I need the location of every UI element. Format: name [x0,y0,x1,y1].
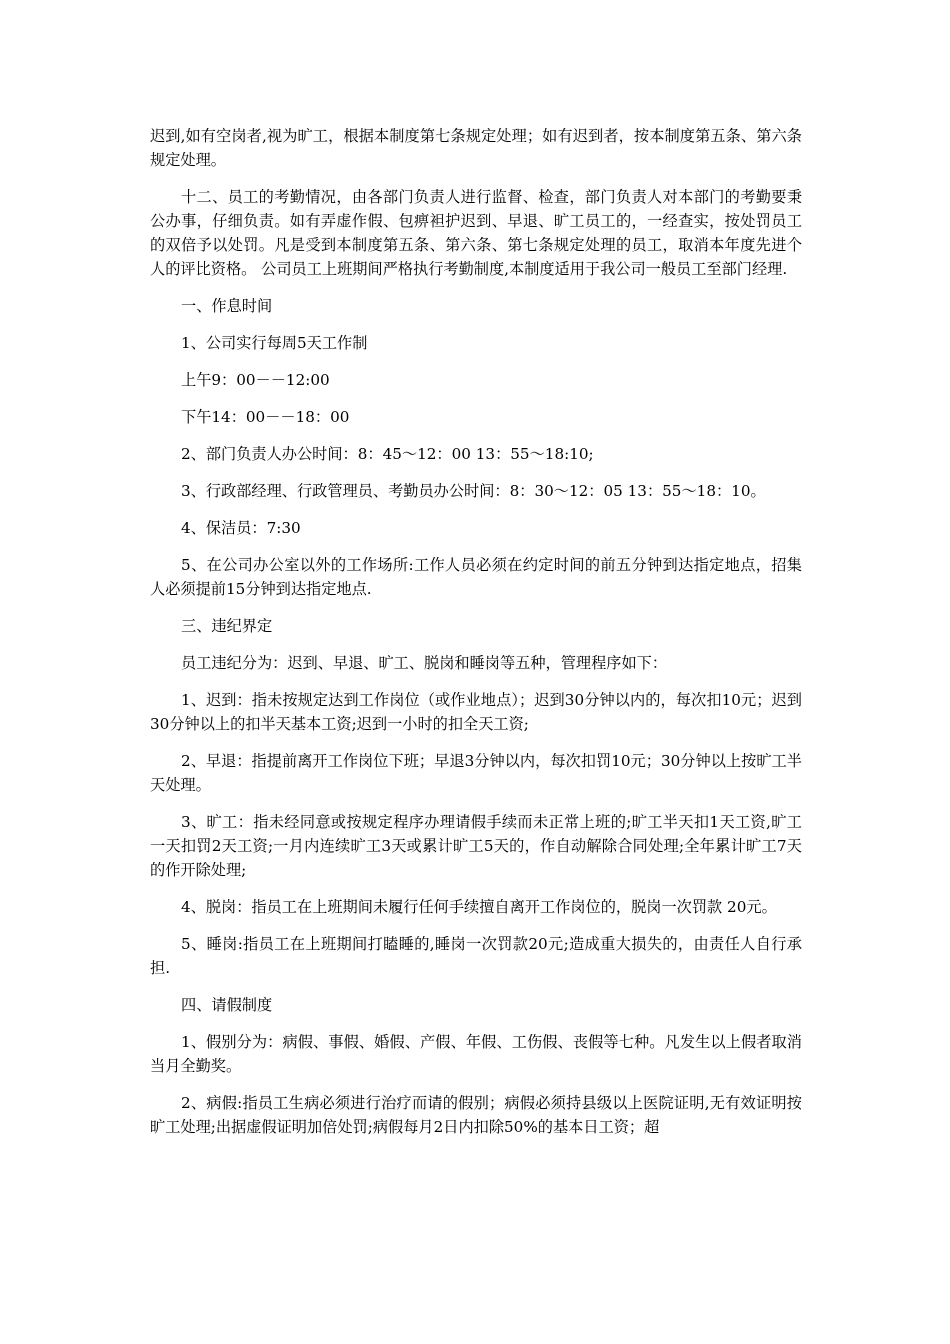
document-body [150,124,802,1152]
paragraph-violation-types: 员工违纪分为：迟到、早退、旷工、脱岗和睡岗等五种，管理程序如下： [181,654,667,672]
paragraph-leave-types: 1、假别分为：病假、事假、婚假、产假、年假、工伤假、丧假等七种。凡发生以上假者取消当月全勤奖。 [150,1033,802,1075]
paragraph-admin-hours: 3、行政部经理、行政管理员、考勤员办公时间：8：30～12：05 13：55～18：10。 [181,482,766,500]
paragraph-leaving-post-rule: 4、脱岗：指员工在上班期间未履行任何手续擅自离开工作岗位的，脱岗一次罚款 20元。 [181,898,777,916]
paragraph-manager-hours: 2、部门负责人办公时间：8：45～12：00 13：55～18:10; [181,445,594,463]
paragraph-absenteeism-rule: 3、旷工：指未经同意或按规定程序办理请假手续而未正常上班的;旷工半天扣1天工资,旷工一天扣罚2天工资;一月内连续旷工3天或累计旷工5天的，作自动解除合同处理;全年累计旷工7天的作开除处理; [150,813,802,879]
paragraph-late-absence: 迟到,如有空岗者,视为旷工，根据本制度第七条规定处理；如有迟到者，按本制度第五条、第六条规定处理。 [150,127,802,169]
paragraph-morning-hours: 上午9：00－－12:00 [181,371,330,389]
paragraph-five-day-week: 1、公司实行每周5天工作制 [181,334,368,352]
paragraph-offsite-work: 5、在公司办公室以外的工作场所:工作人员必须在约定时间的前五分钟到达指定地点，招集人必须提前15分钟到达指定地点. [150,556,802,598]
paragraph-afternoon-hours: 下午14：00－－18：00 [181,408,350,426]
paragraph-late-rule: 1、迟到：指未按规定达到工作岗位（或作业地点）；迟到30分钟以内的，每次扣10元；迟到30分钟以上的扣半天基本工资;迟到一小时的扣全天工资; [150,691,802,733]
heading-work-hours: 一、作息时间 [181,297,273,315]
paragraph-attendance-supervision: 十二、员工的考勤情况，由各部门负责人进行监督、检查，部门负责人对本部门的考勤要秉公办事，仔细负责。如有弄虚作假、包痹袒护迟到、早退、旷工员工的，一经查实，按处罚员工的双倍予以处罚。凡是受到本制度第五条、第六条、第七条规定处理的员工，取消本年度先进个人的评比资格。 公司员工上班期间严格执行考勤制度,本制度适用于我公司一般员工至部门经理. [150,188,802,278]
heading-leave-policy: 四、请假制度 [181,996,273,1014]
paragraph-sick-leave: 2、病假:指员工生病必须进行治疗而请的假别；病假必须持县级以上医院证明,无有效证明按旷工处理;出据虚假证明加倍处罚;病假每月2日内扣除50%的基本日工资；超 [150,1094,802,1136]
heading-violations: 三、违纪界定 [181,617,273,635]
paragraph-sleeping-rule: 5、睡岗:指员工在上班期间打瞌睡的,睡岗一次罚款20元;造成重大损失的，由责任人自行承担. [150,935,802,977]
paragraph-early-leave-rule: 2、早退：指提前离开工作岗位下班；早退3分钟以内，每次扣罚10元；30分钟以上按旷工半天处理。 [150,752,802,794]
paragraph-cleaner-hours: 4、保洁员：7:30 [181,519,301,537]
